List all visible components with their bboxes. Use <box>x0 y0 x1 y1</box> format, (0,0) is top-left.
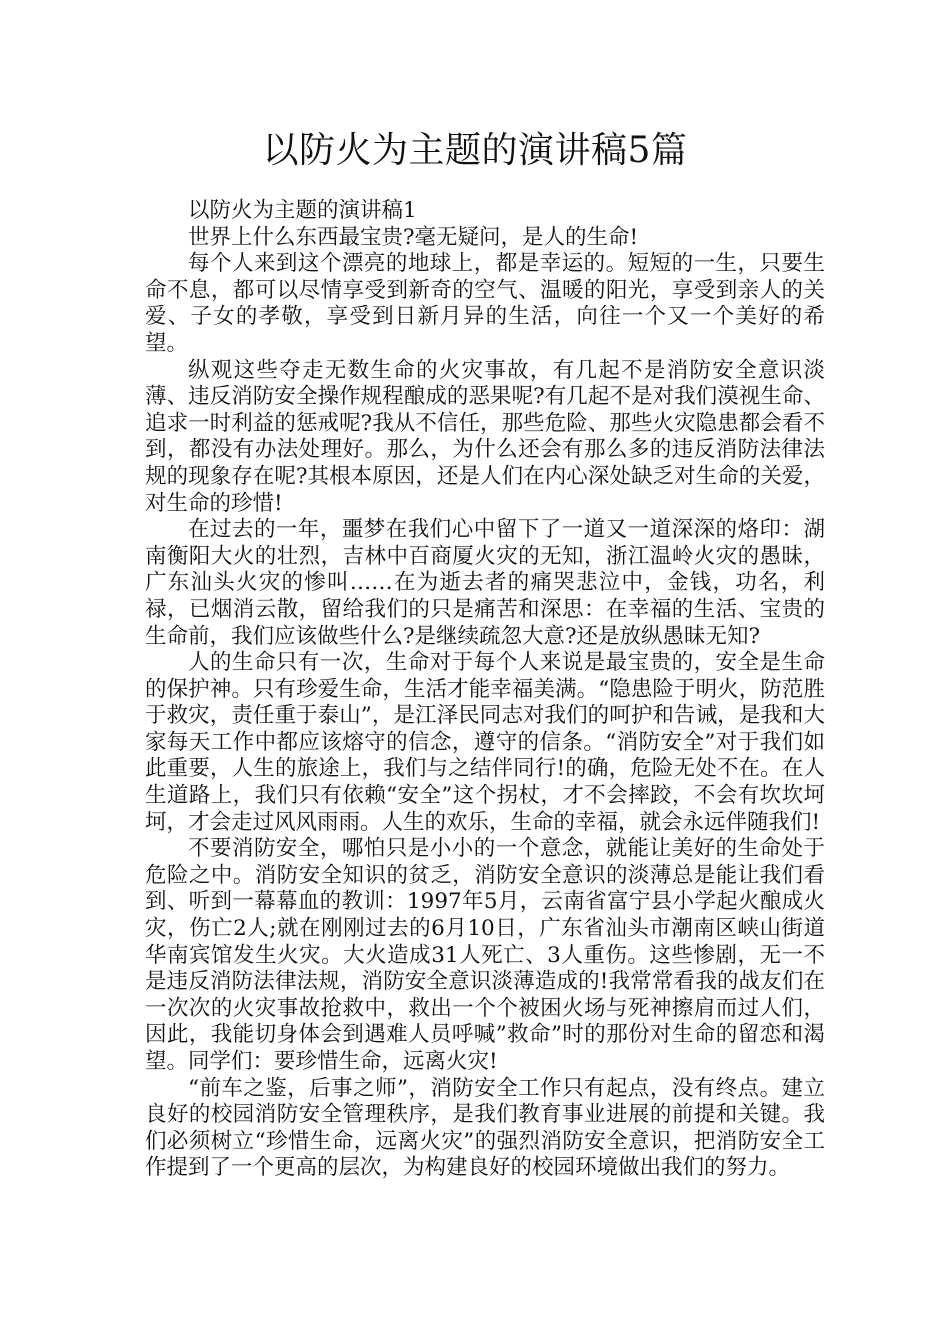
document-body <box>145 198 825 1182</box>
paragraph: 世界上什么东西最宝贵?毫无疑问，是人的生命! <box>188 224 639 250</box>
paragraph: 人的生命只有一次，生命对于每个人来说是最宝贵的，安全是生命的保护神。只有珍爱生命，生活才能幸福美满。“隐患险于明火，防范胜于救灾，责任重于泰山”，是江泽民同志对我们的呵护和告诫，是我和大家每天工作中都应该熔守的信念，遵守的信条。“消防安全”对于我们如此重要，人生的旅途上，我们与之结伴同行!的确，危险无处不在。在人生道路上，我们只有依赖“安全”这个拐杖，才不会摔跤，不会有坎坎坷坷，才会走过风风雨雨。人生的欢乐，生命的幸福，就会永远伴随我们! <box>145 650 825 835</box>
section-heading: 以防火为主题的演讲稿1 <box>188 198 417 223</box>
paragraph: 纵观这些夺走无数生命的火灾事故，有几起不是消防安全意识淡薄、违反消防安全操作规程酿成的恶果呢?有几起不是对我们漠视生命、追求一时利益的惩戒呢?我从不信任，那些危险、那些火灾隐患都会看不到，都没有办法处理好。那么，为什么还会有那么多的违反消防法律法规的现象存在呢?其根本原因，还是人们在内心深处缺乏对生命的关爱，对生命的珍惜! <box>145 357 825 516</box>
paragraph: 在过去的一年，噩梦在我们心中留下了一道又一道深深的烙印：湖南衡阳大火的壮烈，吉林中百商厦火灾的无知，浙江温岭火灾的愚昧，广东汕头火灾的惨叫……在为逝去者的痛哭悲泣中，金钱，功名，利禄，已烟消云散，留给我们的只是痛苦和深思：在幸福的生活、宝贵的生命前，我们应该做些什么?是继续疏忽大意?还是放纵愚昧无知? <box>145 517 825 649</box>
paragraph: 不要消防安全，哪怕只是小小的一个意念，就能让美好的生命处于危险之中。消防安全知识的贫乏，消防安全意识的淡薄总是能让我们看到、听到一幕幕血的教训：1997年5月，云南省富宁县小学起火酿成火灾，伤亡2人;就在刚刚过去的6月10日，广东省汕头市潮南区峡山街道华南宾馆发生火灾。大火造成31人死亡、3人重伤。这些惨剧，无一不是违反消防法律法规，消防安全意识淡薄造成的!我常常看我的战友们在一次次的火灾事故抢救中，救出一个个被困火场与死神擦肩而过人们，因此，我能切身体会到遇难人员呼喊”救命”时的那份对生命的留恋和渴望。同学们：要珍惜生命，远离火灾! <box>145 836 825 1074</box>
paragraph: “前车之鉴，后事之师”，消防安全工作只有起点，没有终点。建立良好的校园消防安全管理秩序，是我们教育事业进展的前提和关键。我们必须树立“珍惜生命，远离火灾”的强烈消防安全意识，把消防安全工作提到了一个更高的层次，为构建良好的校园环境做出我们的努力。 <box>145 1075 825 1181</box>
paragraph: 每个人来到这个漂亮的地球上，都是幸运的。短短的一生，只要生命不息，都可以尽情享受到新奇的空气、温暖的阳光，享受到亲人的关爱、子女的孝敬，享受到日新月异的生活，向往一个又一个美好的希望。 <box>145 251 825 356</box>
document-title: 以防火为主题的演讲稿5篇 <box>262 130 688 171</box>
